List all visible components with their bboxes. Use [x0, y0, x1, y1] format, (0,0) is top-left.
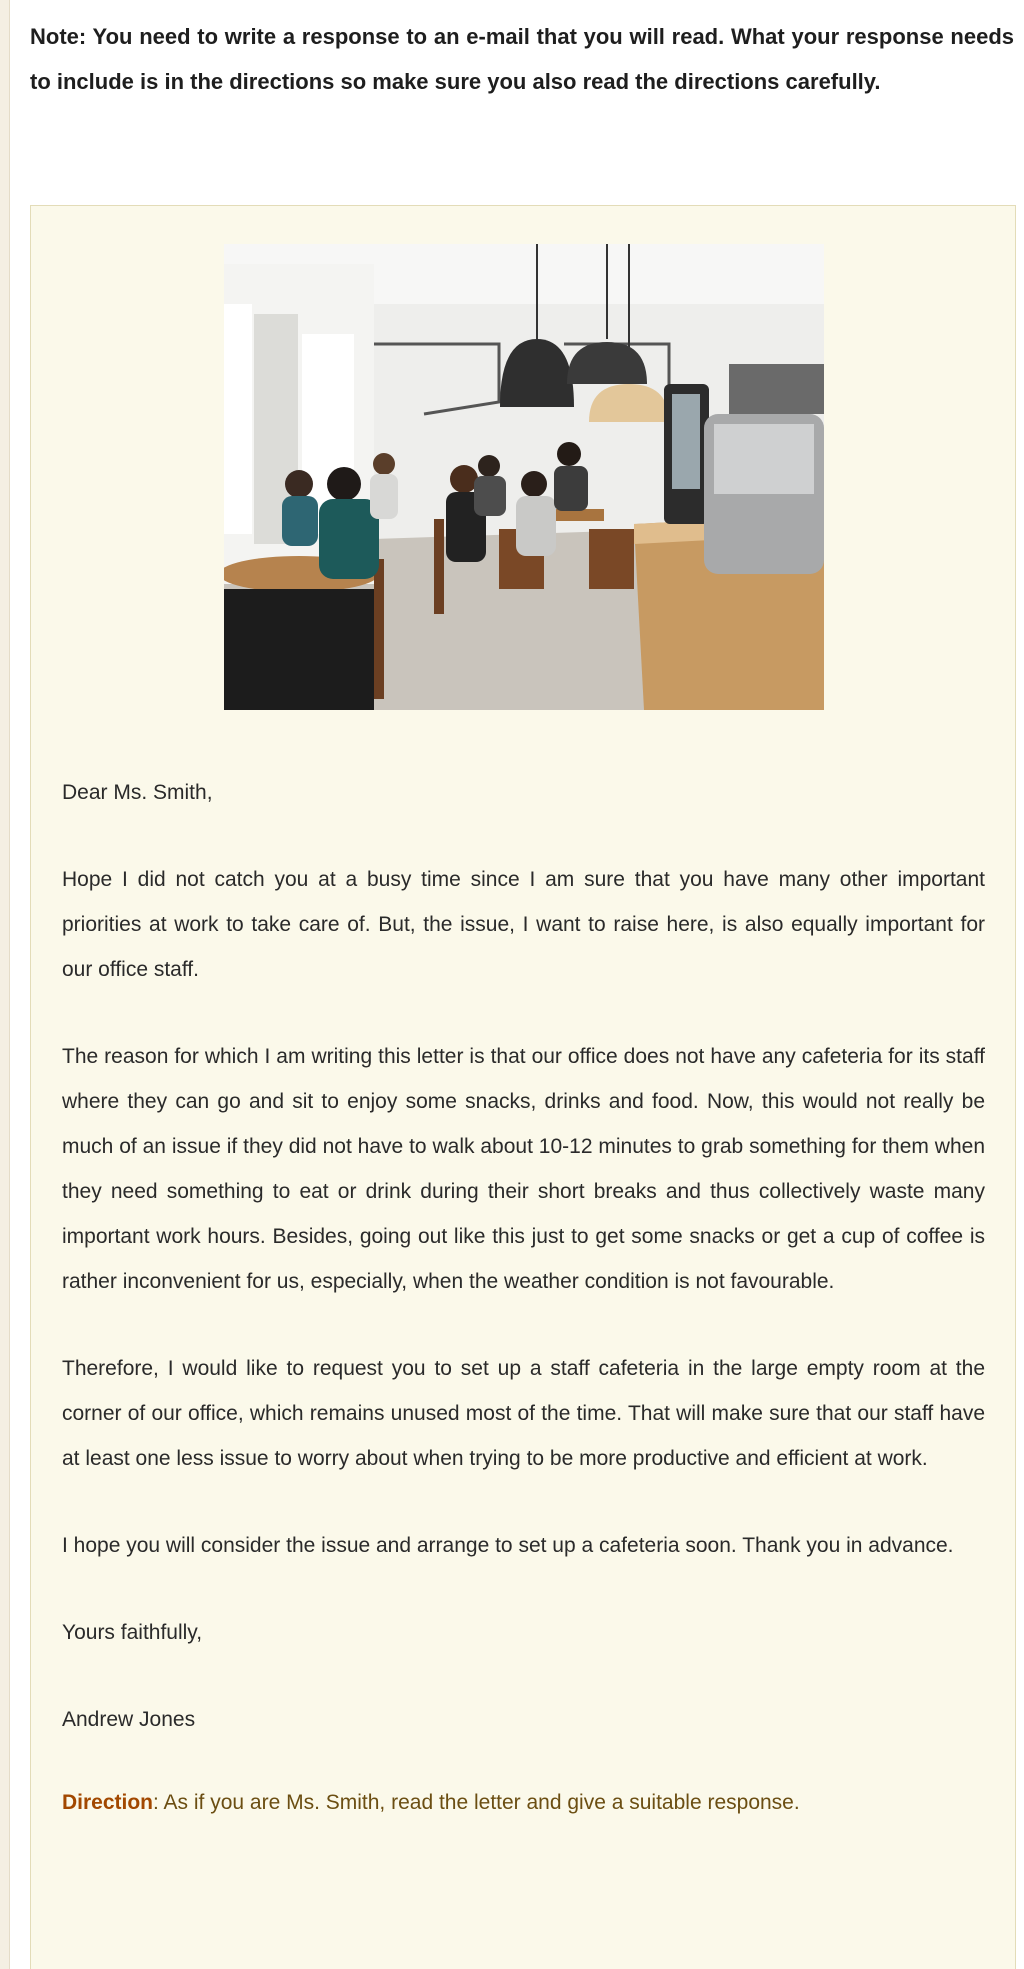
direction-text	[62, 1780, 985, 1825]
letter-body	[62, 770, 985, 1825]
letter-paragraph: Therefore, I would like to request you to set up a staff cafeteria in the large empty room at the corner of our office, which remains unused most of the time. That will make sure that our staff have at least one less issue to worry about when trying to be more productive and efficient at work.	[62, 1357, 985, 1470]
letter-paragraph: I hope you will consider the issue and arrange to set up a cafeteria soon. Thank you in advance.	[62, 1534, 954, 1557]
letter-salutation: Dear Ms. Smith,	[62, 781, 213, 804]
letter-paragraph: The reason for which I am writing this letter is that our office does not have any cafeteria for its staff where they can go and sit to enjoy some snacks, drinks and food. Now, this would not really be much of an issue if they did not have to walk about 10-12 minutes to grab something for them when they need something to eat or drink during their short breaks and thus collectively waste many important work hours. Besides, going out like this just to get some snacks or get a cup of coffee is rather inconvenient for us, especially, when the weather condition is not favourable.	[62, 1045, 985, 1293]
letter-signature: Andrew Jones	[62, 1708, 196, 1731]
page-left-border	[0, 0, 10, 1969]
direction-instruction: : As if you are Ms. Smith, read the letter and give a suitable response.	[153, 1791, 800, 1814]
letter-panel	[30, 205, 1016, 1969]
letter-closing: Yours faithfully,	[62, 1621, 203, 1644]
letter-paragraph: Hope I did not catch you at a busy time since I am sure that you have many other important priorities at work to take care of. But, the issue, I want to raise here, is also equally important for our office staff.	[62, 868, 985, 981]
instruction-note: Note: You need to write a response to an e-mail that you will read. What your response needs to include is in the directions so make sure you also read the directions carefully.	[30, 24, 1014, 94]
cafeteria-photo	[224, 244, 824, 710]
direction-label: Direction	[62, 1791, 154, 1814]
